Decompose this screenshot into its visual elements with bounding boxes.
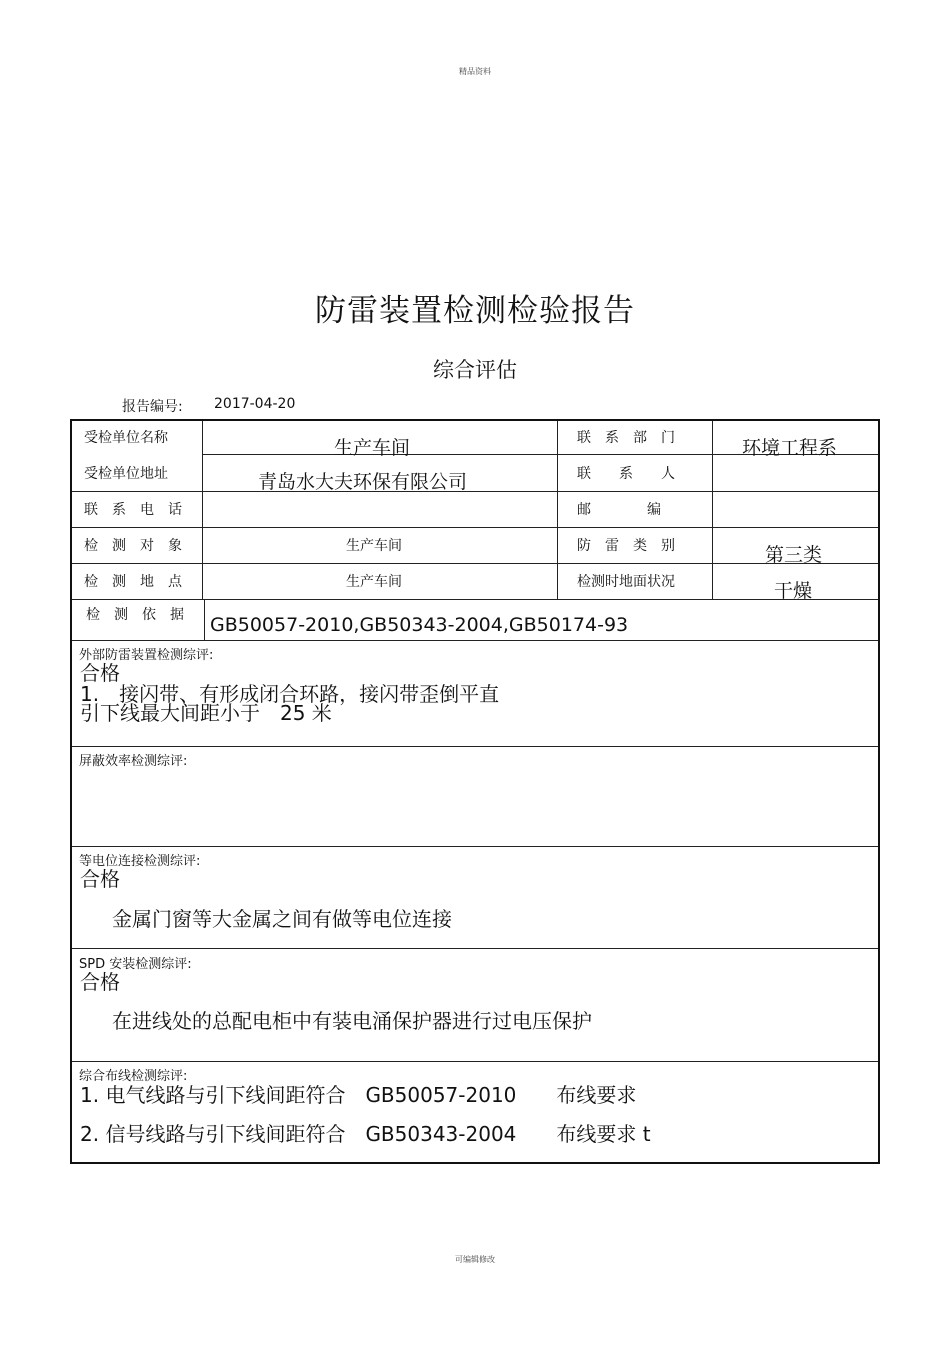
object-value: 生产车间: [346, 538, 402, 554]
row-divider: [72, 527, 878, 528]
report-title: 防雷装置检测检验报告: [315, 293, 635, 329]
wiring-line-2: 2. 信号线路与引下线间距符合 GB50343-2004 布线要求 t: [80, 1122, 651, 1146]
category-value: 第三类: [765, 544, 823, 566]
row-divider: [72, 948, 878, 949]
row-divider: [72, 640, 878, 641]
equipotential-heading: 等电位连接检测综评:: [79, 854, 201, 869]
basis-value: GB50057-2010,GB50343-2004,GB50174-93: [210, 614, 629, 636]
location-value: 生产车间: [346, 574, 402, 590]
location-label: 检 测 地 点: [84, 574, 182, 590]
page-header-note: 精品资料: [459, 67, 491, 76]
unit-address-label: 受检单位地址: [84, 466, 168, 482]
spd-line-1: 在进线处的总配电柜中有装电涌保护器进行过电压保护: [112, 1009, 592, 1033]
row-divider: [72, 491, 878, 492]
report-number-label: 报告编号:: [122, 399, 183, 415]
ground-condition-label: 检测时地面状况: [577, 574, 675, 590]
row-divider: [72, 599, 878, 600]
row-divider: [72, 846, 878, 847]
contact-dept-label: 联 系 部 门: [577, 430, 675, 446]
external-line-1: 1. 接闪带、有形成闭合环路，接闪带歪倒平直: [80, 682, 500, 706]
spd-result: 合格: [80, 970, 120, 994]
col-divider: [202, 421, 203, 599]
unit-name-value: 生产车间: [334, 437, 411, 459]
contact-dept-value: 环境工程系: [742, 437, 838, 459]
external-line-2: 引下线最大间距小于 25 米: [80, 701, 332, 725]
report-number-value: 2017-04-20: [214, 396, 296, 412]
ground-condition-value: 干燥: [774, 580, 813, 602]
shielding-heading: 屏蔽效率检测综评:: [79, 754, 188, 769]
external-heading: 外部防雷装置检测综评:: [79, 648, 214, 663]
basis-label: 检 测 依 据: [86, 607, 184, 623]
report-table: [70, 419, 880, 1164]
report-subtitle: 综合评估: [433, 358, 517, 382]
row-divider: [72, 1061, 878, 1062]
row-divider: [72, 746, 878, 747]
col-divider: [712, 421, 713, 599]
col-divider: [204, 599, 205, 640]
unit-name-label: 受检单位名称: [84, 430, 168, 446]
col-divider: [557, 421, 558, 599]
external-result: 合格: [80, 661, 120, 685]
object-label: 检 测 对 象: [84, 538, 182, 554]
wiring-line-1: 1. 电气线路与引下线间距符合 GB50057-2010 布线要求: [80, 1083, 637, 1107]
equipotential-line-1: 金属门窗等大金属之间有做等电位连接: [112, 907, 452, 931]
equipotential-result: 合格: [80, 867, 120, 891]
spd-heading: SPD 安装检测综评:: [79, 957, 192, 972]
page-footer-note: 可编辑修改: [455, 1255, 495, 1264]
phone-label: 联 系 电 话: [84, 502, 182, 518]
wiring-heading: 综合布线检测综评:: [79, 1069, 188, 1084]
contact-person-label: 联 系 人: [577, 466, 675, 482]
unit-address-value: 青岛水大夫环保有限公司: [258, 471, 468, 493]
postcode-label: 邮 编: [577, 502, 661, 518]
category-label: 防 雷 类 别: [577, 538, 675, 554]
row-divider: [72, 563, 878, 564]
